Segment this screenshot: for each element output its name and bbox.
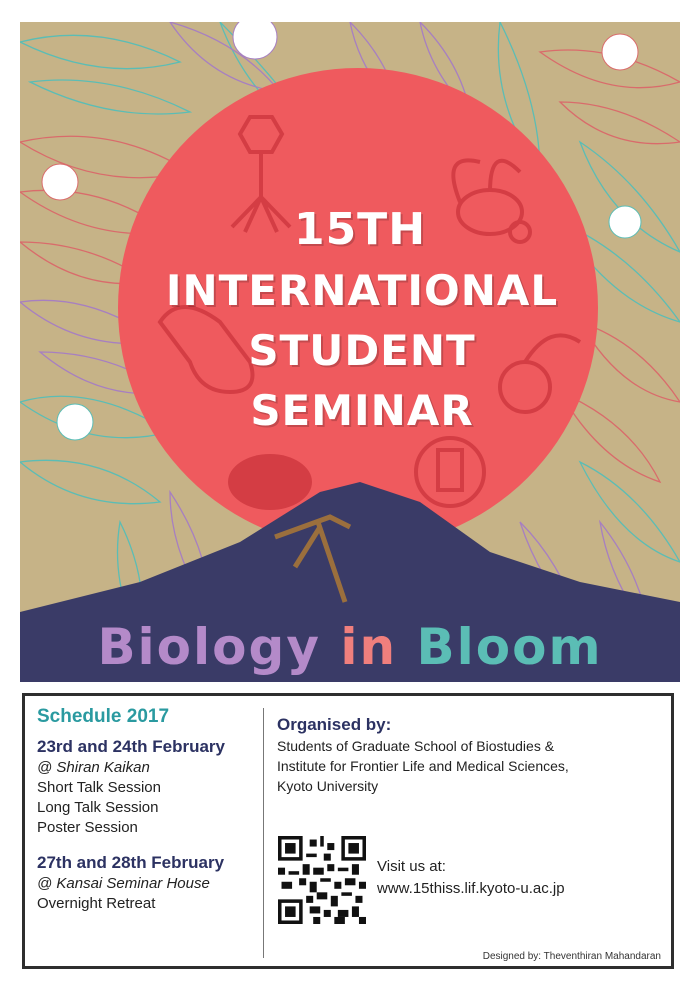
- poster-artwork: [20, 22, 680, 682]
- schedule-section: [37, 706, 257, 914]
- website-block: [377, 856, 667, 900]
- divider: [263, 708, 264, 958]
- website-link[interactable]: www.15thiss.lif.kyoto-u.ac.jp: [377, 880, 565, 897]
- title-line-4: SEMINAR: [250, 386, 474, 435]
- organiser-heading: Organised by:: [277, 715, 392, 734]
- tagline-bloom: Bloom: [416, 618, 603, 676]
- info-panel: [22, 693, 674, 969]
- title-line-3: STUDENT: [248, 326, 476, 375]
- designer-credit: Designed by: Theventhiran Mahandaran: [482, 951, 661, 962]
- title-line-1: 15TH: [293, 204, 427, 255]
- schedule-item: Overnight Retreat: [37, 895, 156, 912]
- title-line-2: INTERNATIONAL: [165, 266, 559, 315]
- schedule-item: Poster Session: [37, 819, 138, 836]
- schedule-item: Short Talk Session: [37, 779, 161, 796]
- mouse-icon: [228, 454, 312, 510]
- organiser-line: Institute for Frontier Life and Medical Sciences,: [277, 758, 569, 774]
- schedule-item: Long Talk Session: [37, 799, 159, 816]
- organiser-line: Students of Graduate School of Biostudies &: [277, 738, 555, 754]
- schedule-date-2: 27th and 28th February: [37, 853, 225, 872]
- schedule-venue-2: @ Kansai Seminar House: [37, 875, 210, 892]
- tagline-in: in: [340, 618, 398, 676]
- tagline-biology: Biology: [97, 618, 321, 676]
- schedule-date-1: 23rd and 24th February: [37, 737, 226, 756]
- visit-label: Visit us at:: [377, 858, 446, 875]
- schedule-heading: Schedule 2017: [37, 706, 170, 727]
- schedule-venue-1: @ Shiran Kaikan: [37, 759, 150, 776]
- tagline: [20, 612, 680, 682]
- qr-code-icon[interactable]: [278, 836, 366, 924]
- organiser-section: [277, 714, 667, 796]
- organiser-line: Kyoto University: [277, 778, 379, 794]
